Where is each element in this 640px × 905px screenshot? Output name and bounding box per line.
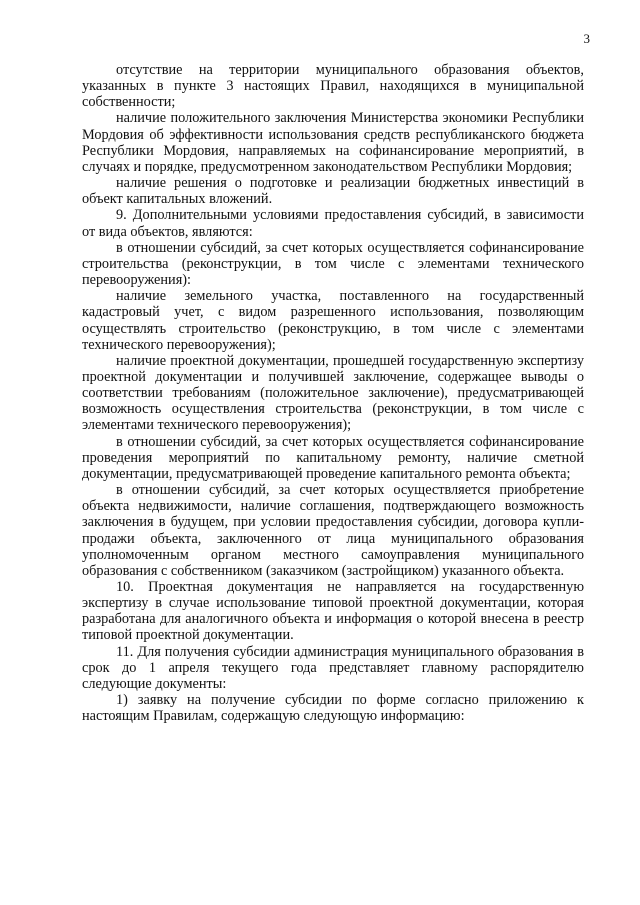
paragraph: в отношении субсидий, за счет которых осуществляется приобретение объекта недвижимости, наличие соглашения, подтверждающего возможность заключения в будущем, при условии предоставления субсидии, договора купли-продажи объекта, заключенного от лица муниципального образования уполномоченным органом местного самоуправления муниципального образования с собственником (заказчиком (застройщиком) указанного объекта. (82, 482, 584, 579)
paragraph: в отношении субсидий, за счет которых осуществляется софинансирование строительства (реконструкции, в том числе с элементами технического перевооружения): (82, 239, 584, 289)
paragraph: наличие положительного заключения Министерства экономики Республики Мордовия об эффективности использования средств республиканского бюджета Республики Мордовия, направляемых на софинансирование мероприятий, в случаях и порядке, предусмотренном законодательством Республики Мордовия; (82, 110, 584, 175)
paragraph: 11. Для получения субсидии администрация муниципального образования в срок до 1 апреля текущего года представляет главному распорядителю следующие документы: (82, 643, 584, 692)
page-number: 3 (583, 31, 590, 46)
paragraph: наличие решения о подготовке и реализации бюджетных инвестиций в объект капитальных вложений. (82, 175, 584, 208)
paragraph: отсутствие на территории муниципального образования объектов, указанных в пункте 3 настоящих Правил, находящихся в муниципальной собственности; (82, 62, 584, 111)
paragraph: 1) заявку на получение субсидии по форме согласно приложению к настоящим Правилам, содержащую следующую информацию: (82, 692, 584, 725)
paragraph: в отношении субсидий, за счет которых осуществляется софинансирование проведения мероприятий по капитальному ремонту, наличие сметной документации, предусматривающей проведение капитального ремонта объекта; (82, 433, 584, 482)
paragraph: 10. Проектная документация не направляется на государственную экспертизу в случае использование типовой проектной документации, которая разработана для аналогичного объекта и информация о которой внесена в реестр типовой проектной документации. (82, 579, 584, 644)
document-body (82, 62, 584, 724)
paragraph: 9. Дополнительными условиями предоставления субсидий, в зависимости от вида объектов, являются: (82, 207, 584, 240)
paragraph: наличие проектной документации, прошедшей государственную экспертизу проектной документации и получившей заключение, содержащее выводы о соответствии требованиям (положительное заключение), предусматривающей возможность осуществления строительства (реконструкции, в том числе с элементами технического перевооружения); (82, 352, 584, 434)
paragraph: наличие земельного участка, поставленного на государственный кадастровый учет, с видом разрешенного использования, позволяющим осуществлять строительство (реконструкцию, в том числе с элементами технического перевооружения); (82, 288, 584, 353)
